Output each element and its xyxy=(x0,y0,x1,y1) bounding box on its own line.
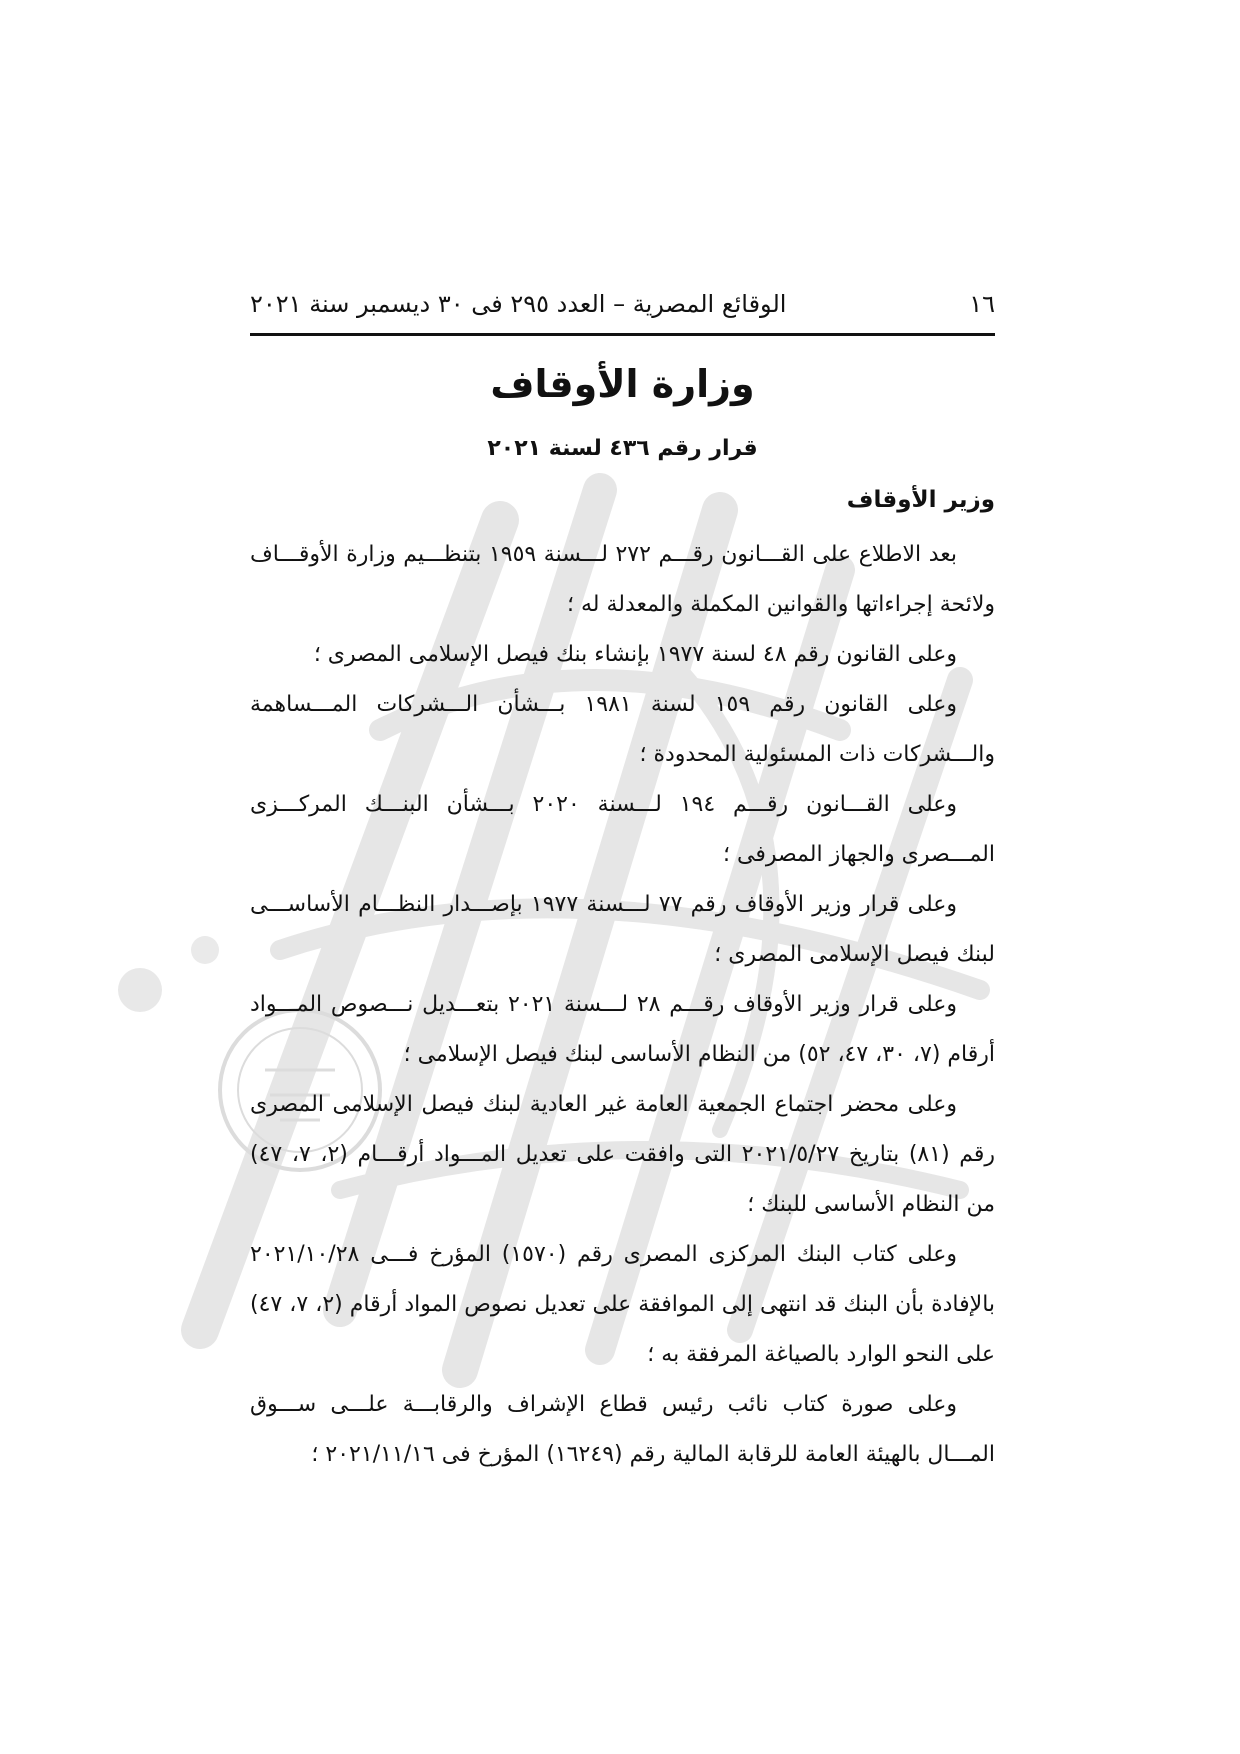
body-paragraph: وعلى صورة كتاب نائب رئيس قطاع الإشراف والرقابـــة علـــى ســـوق المـــال بالهيئة العامة للرقابة المالية رقم (١٦٢٤٩) المؤرخ فى ٢٠٢١/١١/١٦ ؛ xyxy=(250,1392,995,1467)
body-paragraph: وعلى قرار وزير الأوقاف رقـــم ٢٨ لـــسنة ٢٠٢١ بتعـــديل نـــصوص المـــواد أرقام (٧، ٣٠، ٤٧، ٥٢) من النظام الأساسى لبنك فيصل الإسلامى ؛ xyxy=(250,992,995,1067)
decision-title: قرار رقم ٤٣٦ لسنة ٢٠٢١ xyxy=(487,436,758,461)
body-paragraph: وعلى محضر اجتماع الجمعية العامة غير العادية لبنك فيصل الإسلامى المصرى رقم (٨١) بتاريخ ٢٠٢١/٥/٢٧ التى وافقت على تعديل المـــواد أرقـــام (٢، ٧، ٤٧) من النظام الأساسى للبنك ؛ xyxy=(250,1092,996,1217)
body-paragraph: وعلى القانون رقم ٤٨ لسنة ١٩٧٧ بإنشاء بنك فيصل الإسلامى المصرى ؛ xyxy=(313,642,957,667)
body-paragraph: وعلى قرار وزير الأوقاف رقم ٧٧ لـــسنة ١٩٧٧ بإصـــدار النظـــام الأساســـى لبنك فيصل الإسلامى المصرى ؛ xyxy=(250,892,995,967)
ministry-title: وزارة الأوقاف xyxy=(490,362,755,406)
body-paragraph: وعلى القـــانون رقـــم ١٩٤ لـــسنة ٢٠٢٠ بـــشأن البنـــك المركـــزى المـــصرى والجهاز المصرفى ؛ xyxy=(250,792,995,867)
minister-label: وزير الأوقاف xyxy=(846,487,995,513)
page-number: ١٦ xyxy=(969,290,995,318)
document-body xyxy=(250,530,995,1480)
header-divider xyxy=(250,333,995,336)
running-header xyxy=(250,282,995,326)
running-title: الوقائع المصرية – العدد ٢٩٥ فى ٣٠ ديسمبر سنة ٢٠٢١ xyxy=(250,290,787,318)
body-paragraph: بعد الاطلاع على القـــانون رقـــم ٢٧٢ لـــسنة ١٩٥٩ بتنظـــيم وزارة الأوقـــاف ولائحة إجراءاتها والقوانين المكملة والمعدلة له ؛ xyxy=(250,542,995,617)
body-paragraph: وعلى كتاب البنك المركزى المصرى رقم (١٥٧٠) المؤرخ فـــى ٢٠٢١/١٠/٢٨ بالإفادة بأن البنك قد انتهى إلى الموافقة على تعديل نصوص المواد أرقام (٢، ٧، ٤٧) على النحو الوارد بالصياغة المرفقة به ؛ xyxy=(250,1242,996,1367)
body-paragraph: وعلى القانون رقم ١٥٩ لسنة ١٩٨١ بـــشأن الـــشركات المـــساهمة والـــشركات ذات المسئولية المحدودة ؛ xyxy=(250,692,995,767)
